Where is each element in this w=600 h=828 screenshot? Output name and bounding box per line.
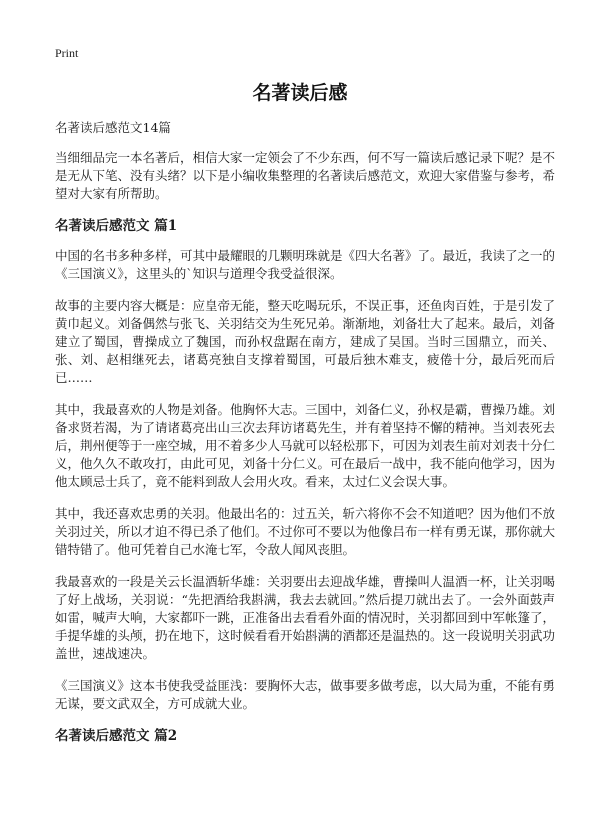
section-heading-1: 名著读后感范文 篇1 [55, 218, 178, 234]
page-title: 名著读后感 [252, 82, 348, 104]
intro-paragraph: 当细细品完一本名著后，相信大家一定领会了不少东西，何不写一篇读后感记录下呢？是不是无从下笔、没有头绪？以下是小编收集整理的名著读后感范文，欢迎大家借鉴与参考，希望对大家有所帮助。 [55, 150, 556, 201]
section-1-paragraph-6: 《三国演义》这本书使我受益匪浅：要胸怀大志，做事要多做考虑，以大局为重，不能有勇无谋，要文武双全，方可成就大业。 [55, 678, 556, 711]
section-1-paragraph-2: 故事的主要内容大概是：应皇帝无能，整天吃喝玩乐，不误正事，还鱼肉百姓，于是引发了黄巾起义。刘备偶然与张飞、关羽结交为生死兄弟。渐渐地，刘备壮大了起来。最后，刘备建立了蜀国，曹操成立了魏国，而孙权盘踞在南方，建成了吴国。当时三国鼎立，而关、张、刘、赵相继死去，诸葛亮独自支撑着蜀国，可最后独木难支，疲倦十分，最后死而后已…… [55, 298, 556, 385]
section-1-paragraph-4: 其中，我还喜欢忠勇的关羽。他最出名的：过五关，斩六将你不会不知道吧？因为他们不放关羽过关，所以才迫不得已杀了他们。不过你可不要以为他像吕布一样有勇无谋，那你就大错特错了。他可凭着自己水淹七军，令敌人闻风丧胆。 [55, 506, 556, 557]
print-link[interactable]: Print [55, 46, 79, 60]
section-1-paragraph-5: 我最喜欢的一段是关云长温酒斩华雄：关羽要出去迎战华雄，曹操叫人温酒一杯，让关羽喝了好上战场，关羽说：“先把酒给我斟满，我去去就回。”然后提刀就出去了。一会外面鼓声如雷，喊声大响，大家都吓一跳，正准备出去看看外面的情况时，关羽都回到中军帐篷了，手提华雄的头颅，扔在地下，这时候看看开始斟满的酒都还是温热的。这一段说明关羽武功盖世，速战速决。 [55, 574, 556, 661]
section-1-paragraph-3: 其中，我最喜欢的人物是刘备。他胸怀大志。三国中，刘备仁义，孙权是霸，曹操乃雄。刘备求贤若渴，为了请诸葛亮出山三次去拜访诸葛先生，并有着坚持不懈的精神。当刘表死去后，荆州便等于一座空城，用不着多少人马就可以轻松那下，可因为刘表生前对刘表十分仁义，他久久不敢攻打，由此可见，刘备十分仁义。可在最后一战中，我不能向他学习，因为他太顾忌士兵了，竟不能料到敌人会用火攻。看来，太过仁义会误大事。 [55, 402, 556, 489]
article-body [55, 119, 555, 757]
section-1-paragraph-1: 中国的名书多种多样，可其中最耀眼的几颗明珠就是《四大名著》了。最近，我读了之一的《三国演义》，这里头的`知识与道理令我受益很深。 [55, 248, 556, 281]
section-heading-2: 名著读后感范文 篇2 [55, 728, 178, 744]
article-subtitle: 名著读后感范文14篇 [55, 120, 171, 135]
